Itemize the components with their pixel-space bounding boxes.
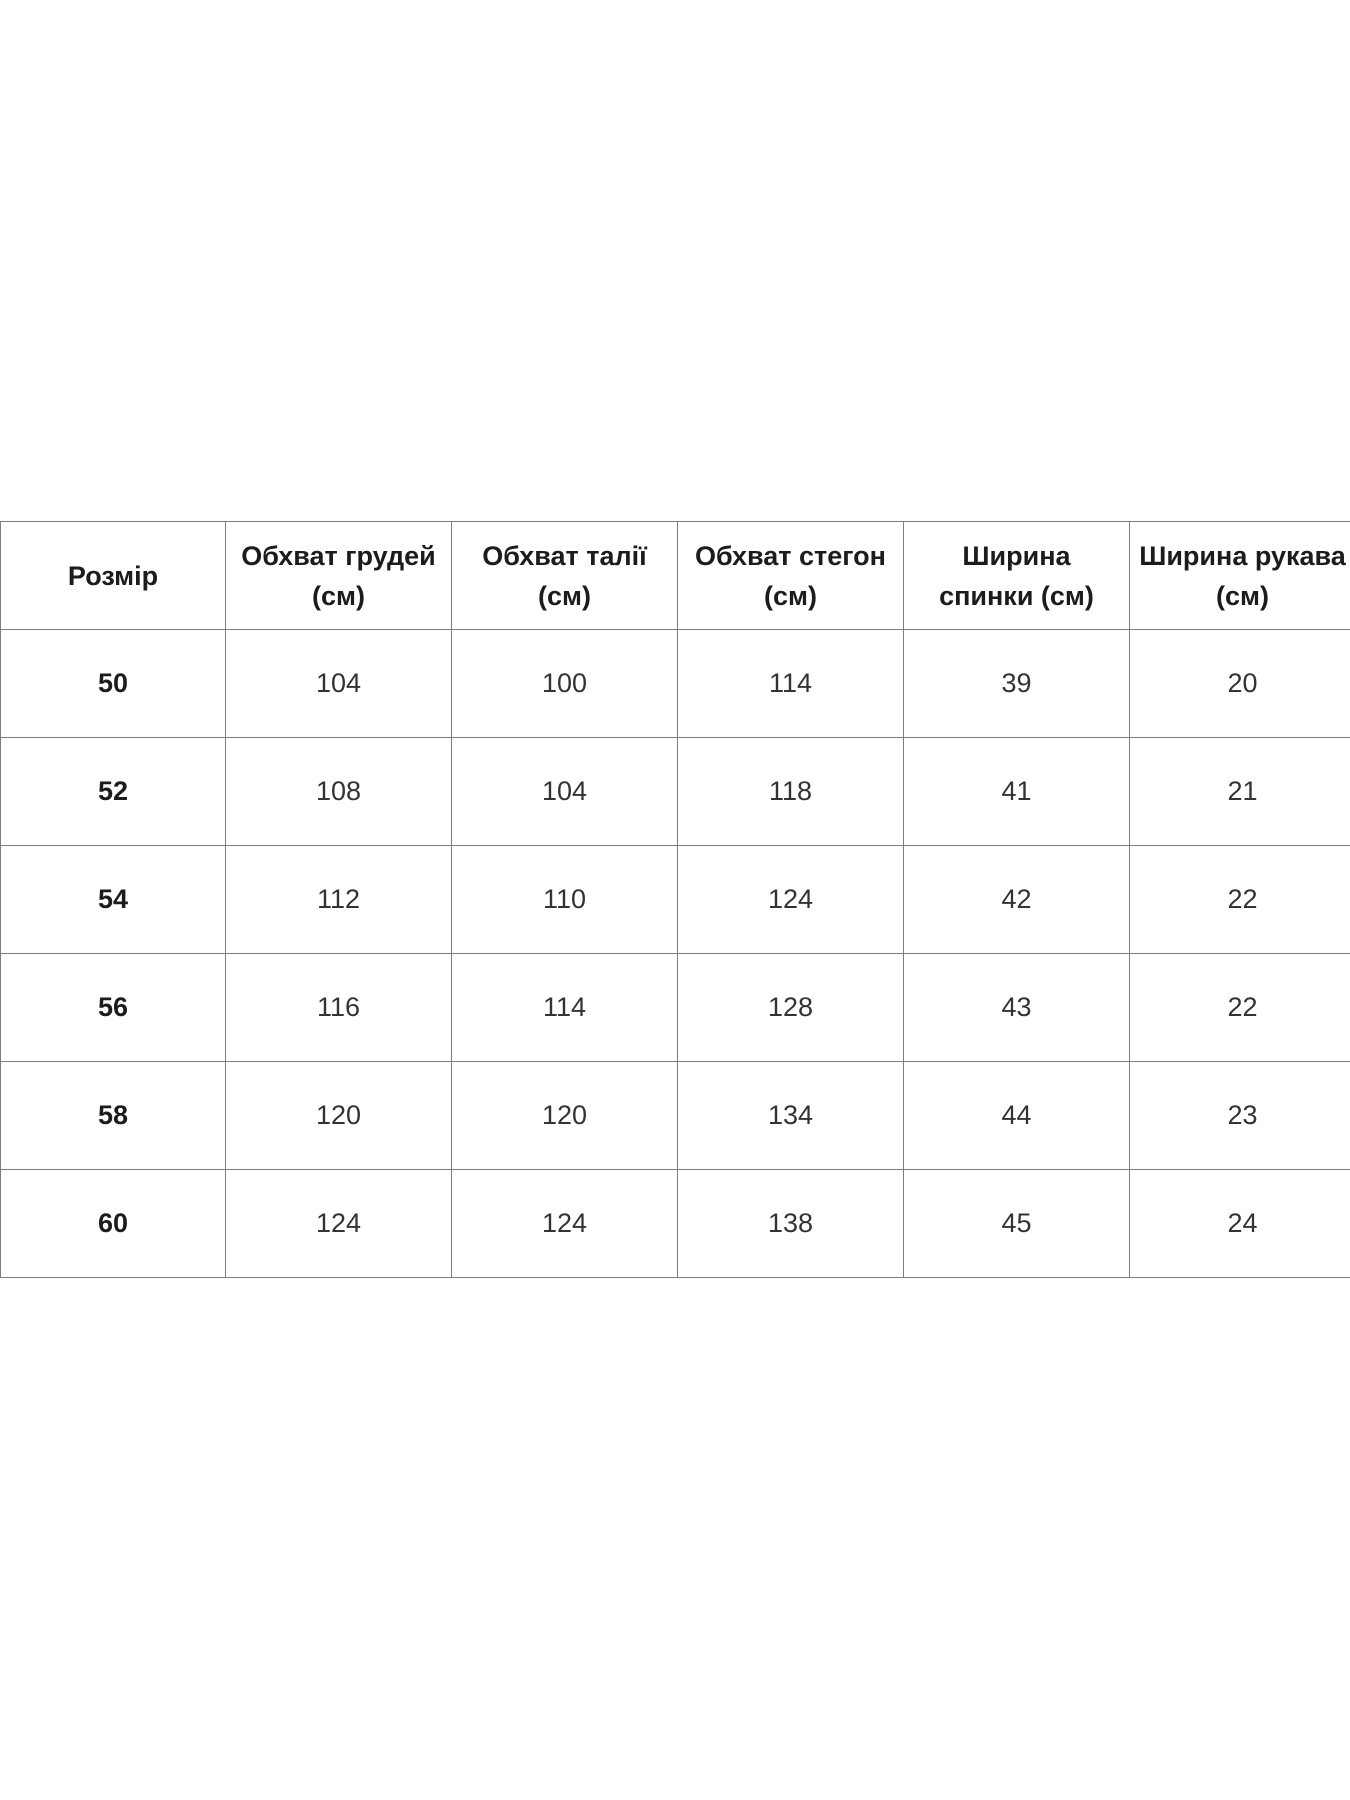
header-unit: (см) (1216, 580, 1269, 611)
chest-cell: 108 (226, 738, 452, 846)
header-waist (452, 522, 678, 630)
sleeve-width-cell: 23 (1130, 1062, 1350, 1170)
size-cell: 58 (1, 1062, 226, 1170)
hips-cell: 124 (678, 846, 904, 954)
chest-cell: 112 (226, 846, 452, 954)
header-label: Ширина (962, 540, 1071, 571)
back-width-cell: 44 (904, 1062, 1130, 1170)
header-unit: (см) (764, 580, 817, 611)
header-hips (678, 522, 904, 630)
back-width-cell: 41 (904, 738, 1130, 846)
waist-cell: 100 (452, 630, 678, 738)
back-width-cell: 45 (904, 1170, 1130, 1278)
back-width-cell: 43 (904, 954, 1130, 1062)
table-row (1, 738, 1350, 846)
header-label: Обхват грудей (241, 540, 436, 571)
size-cell: 60 (1, 1170, 226, 1278)
header-label: Обхват талії (482, 540, 647, 571)
hips-cell: 134 (678, 1062, 904, 1170)
hips-cell: 138 (678, 1170, 904, 1278)
chest-cell: 116 (226, 954, 452, 1062)
waist-cell: 124 (452, 1170, 678, 1278)
header-unit: спинки (см) (939, 580, 1094, 611)
back-width-cell: 42 (904, 846, 1130, 954)
size-cell: 56 (1, 954, 226, 1062)
header-back-width (904, 522, 1130, 630)
hips-cell: 114 (678, 630, 904, 738)
table-row (1, 1170, 1350, 1278)
waist-cell: 104 (452, 738, 678, 846)
size-chart-table (0, 521, 1350, 1278)
chest-cell: 104 (226, 630, 452, 738)
table-row (1, 954, 1350, 1062)
table-row (1, 630, 1350, 738)
sleeve-width-cell: 21 (1130, 738, 1350, 846)
table-row (1, 1062, 1350, 1170)
header-unit: (см) (312, 580, 365, 611)
table-header-row (1, 522, 1350, 630)
sleeve-width-cell: 20 (1130, 630, 1350, 738)
table-row (1, 846, 1350, 954)
sleeve-width-cell: 22 (1130, 954, 1350, 1062)
header-label: Розмір (67, 560, 159, 591)
size-cell: 52 (1, 738, 226, 846)
waist-cell: 110 (452, 846, 678, 954)
chest-cell: 124 (226, 1170, 452, 1278)
header-chest (226, 522, 452, 630)
header-sleeve-width (1130, 522, 1350, 630)
hips-cell: 128 (678, 954, 904, 1062)
back-width-cell: 39 (904, 630, 1130, 738)
header-label: Ширина рукава (1139, 540, 1346, 571)
waist-cell: 114 (452, 954, 678, 1062)
size-cell: 54 (1, 846, 226, 954)
header-size (1, 522, 226, 630)
hips-cell: 118 (678, 738, 904, 846)
chest-cell: 120 (226, 1062, 452, 1170)
sleeve-width-cell: 22 (1130, 846, 1350, 954)
size-cell: 50 (1, 630, 226, 738)
sleeve-width-cell: 24 (1130, 1170, 1350, 1278)
header-label: Обхват стегон (695, 540, 886, 571)
header-unit: (см) (538, 580, 591, 611)
waist-cell: 120 (452, 1062, 678, 1170)
